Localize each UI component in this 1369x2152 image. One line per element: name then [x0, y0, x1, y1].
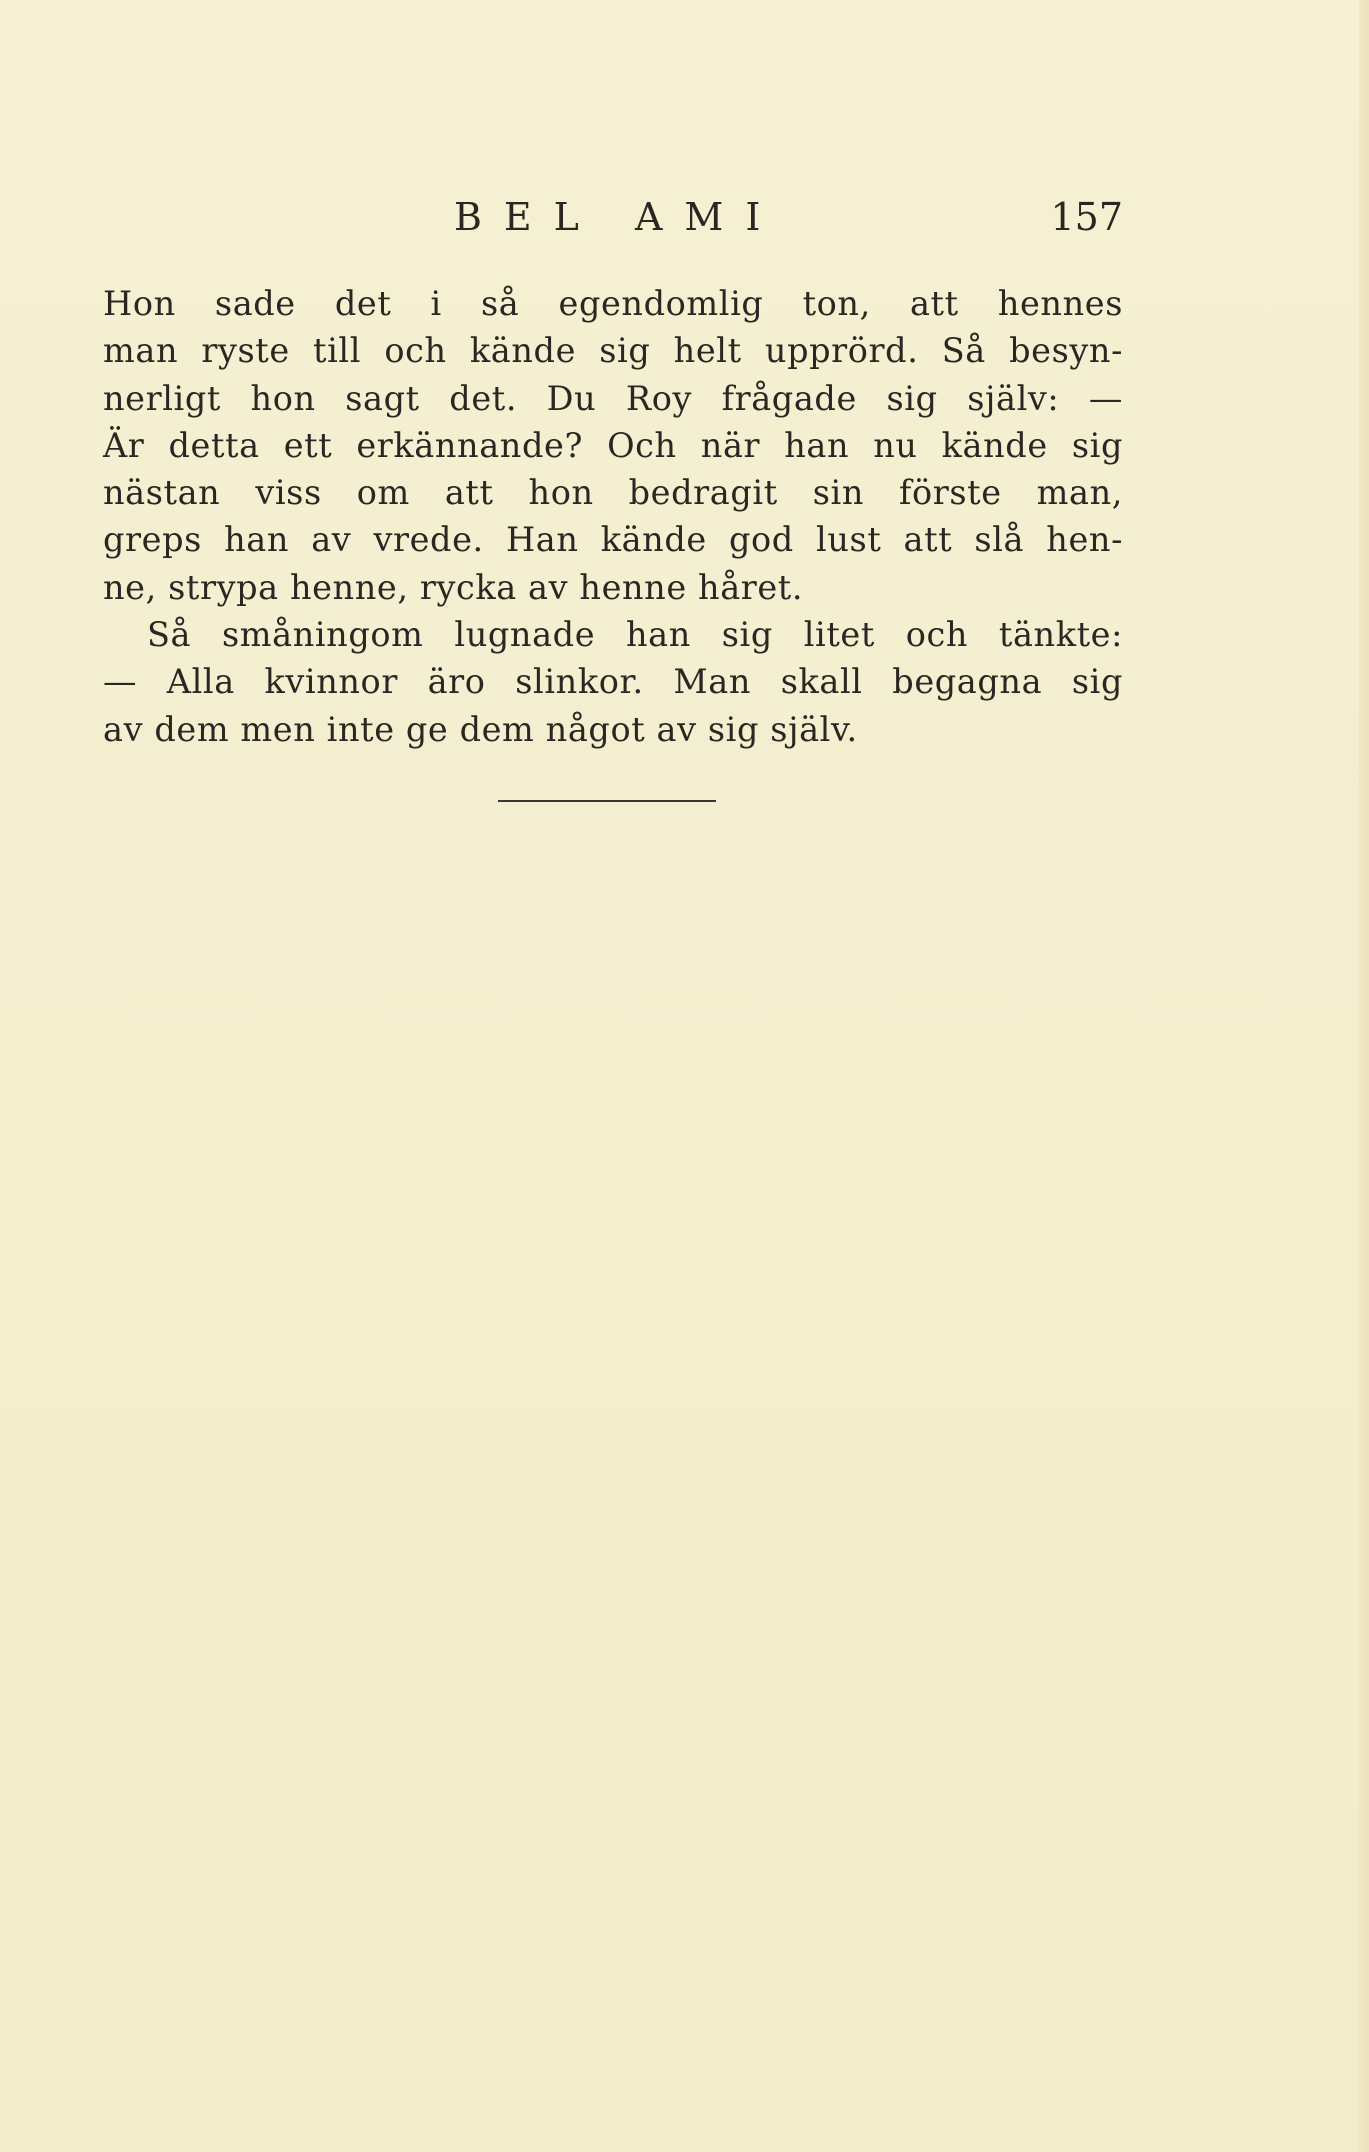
chapter-end-rule	[498, 800, 716, 802]
text-line: Så småningom lugnade han sig litet och tänkte:	[147, 615, 1123, 655]
text-line: ne, strypa henne, rycka av henne håret.	[103, 567, 804, 607]
text-line: greps han av vrede. Han kände god lust att slå hen-	[103, 520, 1123, 560]
text-line: Är detta ett erkännande? Och när han nu kände sig	[103, 425, 1123, 465]
text-line: nästan viss om att hon bedragit sin förste man,	[103, 473, 1123, 513]
text-line: av dem men inte ge dem något av sig själv.	[103, 709, 858, 749]
text-line: man ryste till och kände sig helt upprörd. Så besyn-	[103, 331, 1123, 371]
text-line: nerligt hon sagt det. Du Roy frågade sig själv: —	[103, 378, 1123, 418]
body-text	[103, 280, 1123, 753]
page-number: 157	[1050, 195, 1123, 239]
page-header	[103, 192, 1123, 242]
page-edge	[1359, 0, 1369, 2152]
text-line: Hon sade det i så egendomlig ton, att hennes	[103, 284, 1123, 323]
running-title: BEL AMI	[454, 195, 783, 239]
text-line: — Alla kvinnor äro slinkor. Man skall begagna sig	[103, 662, 1123, 702]
